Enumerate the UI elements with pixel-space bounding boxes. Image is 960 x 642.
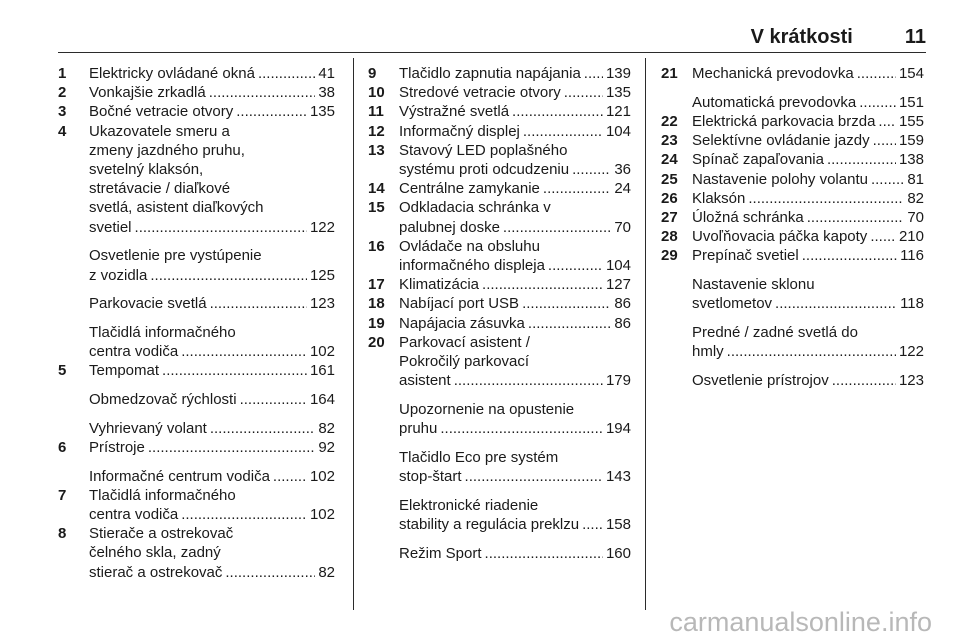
entry-number: 3 <box>58 103 67 121</box>
entry-number <box>58 419 89 438</box>
entry-number <box>368 544 399 563</box>
entry-page-link[interactable]: 155 <box>898 112 924 130</box>
dot-leader <box>857 64 896 83</box>
entry-text-line: stop-štart <box>399 468 462 486</box>
entry-text-line: hmly <box>692 343 724 361</box>
dot-leader <box>543 179 611 198</box>
entry-text-line: Upozornenie na opustenie <box>399 400 575 418</box>
entry-number <box>661 275 692 313</box>
entry-text-line: Informačné centrum vodiča <box>89 467 270 485</box>
dot-leader <box>827 150 896 169</box>
entry-text-line: Nastavenie polohy volantu <box>692 170 868 188</box>
entry-number: 10 <box>368 84 385 102</box>
index-entry[interactable] <box>661 112 924 131</box>
entry-page-link[interactable]: 123 <box>898 371 924 389</box>
entry-text-line: svetlá, asistent diaľkových <box>89 199 264 217</box>
entry-text-line: Pokročilý parkovací <box>399 353 530 371</box>
dot-leader <box>236 102 307 121</box>
entry-number: 2 <box>58 84 67 102</box>
entry-body <box>692 131 924 150</box>
entry-number <box>368 496 399 534</box>
entry-page-link[interactable]: 143 <box>605 468 631 486</box>
index-entry[interactable] <box>58 467 335 486</box>
index-entry[interactable] <box>661 170 924 189</box>
entry-page-link[interactable]: 118 <box>900 295 924 313</box>
entry-text-line: Elektricky ovládané okná <box>89 65 255 82</box>
entry-body <box>692 323 924 361</box>
entry-page-link[interactable]: 24 <box>614 180 631 198</box>
entry-number: 8 <box>58 525 67 543</box>
entry-text-line: centra vodiča <box>89 343 179 361</box>
entry-text-line: Osvetlenie pre vystúpenie <box>89 247 262 265</box>
entry-page-link[interactable]: 38 <box>318 84 335 102</box>
entry-body <box>692 64 924 83</box>
index-entry[interactable] <box>58 524 335 582</box>
entry-body <box>89 323 335 361</box>
dot-leader <box>832 371 896 390</box>
index-column-3 <box>661 64 924 390</box>
entry-text-line: Parkovacie svetlá <box>89 295 207 313</box>
index-column-2 <box>368 64 631 563</box>
index-entry[interactable] <box>58 361 335 380</box>
entry-text-line: Odkladacia schránka v <box>399 199 551 217</box>
index-entry[interactable] <box>368 544 631 563</box>
entry-page-link[interactable]: 36 <box>614 161 631 179</box>
entry-text-line: Napájacia zásuvka <box>399 314 525 332</box>
entry-text-line: Stierače a ostrekovač <box>89 525 234 543</box>
column-divider <box>645 58 646 610</box>
entry-page-link[interactable]: 102 <box>309 343 335 361</box>
entry-body <box>89 246 335 284</box>
entry-body <box>399 102 631 121</box>
entry-number: 11 <box>368 103 384 121</box>
entry-number: 12 <box>368 122 385 140</box>
index-entry[interactable] <box>368 122 631 141</box>
index-entry[interactable] <box>368 333 631 391</box>
column-divider <box>353 58 354 610</box>
entry-number: 4 <box>58 122 67 140</box>
entry-body <box>399 544 631 563</box>
entry-text-line: Tempomat <box>89 362 160 380</box>
dot-leader <box>523 122 603 141</box>
entry-body <box>399 141 631 179</box>
dot-leader <box>548 256 603 275</box>
entry-body <box>89 122 335 237</box>
index-entry[interactable] <box>368 496 631 534</box>
entry-page-link[interactable]: 194 <box>605 420 631 438</box>
index-entry[interactable] <box>661 150 924 169</box>
entry-number <box>368 448 399 486</box>
entry-body <box>692 371 924 390</box>
index-entry[interactable] <box>58 246 335 284</box>
entry-body <box>399 294 631 313</box>
entry-page-link[interactable]: 123 <box>309 295 335 313</box>
entry-number: 14 <box>368 180 385 198</box>
entry-page-link[interactable]: 102 <box>309 506 335 524</box>
entry-number <box>661 93 692 112</box>
index-entry[interactable] <box>58 294 335 313</box>
index-entry[interactable] <box>58 64 335 83</box>
entry-text-line: stretávacie / diaľkové <box>89 180 231 198</box>
entry-page-link[interactable]: 82 <box>318 419 335 437</box>
entry-page-link[interactable]: 138 <box>898 151 924 169</box>
entry-page-link[interactable]: 135 <box>605 84 631 102</box>
entry-text-line: Osvetlenie prístrojov <box>692 371 829 389</box>
entry-text-line: Prístroje <box>89 438 145 456</box>
entry-text-line: systému proti odcudzeniu <box>399 161 570 179</box>
entry-body <box>89 83 335 102</box>
dot-leader <box>273 467 307 486</box>
entry-text-line: Nabíjací port USB <box>399 295 520 313</box>
entry-body <box>399 496 631 534</box>
index-entry[interactable] <box>58 419 335 438</box>
entry-page-link[interactable]: 135 <box>309 103 335 121</box>
dot-leader <box>802 246 897 265</box>
entry-body <box>89 64 335 83</box>
index-entry[interactable] <box>661 227 924 246</box>
entry-number: 19 <box>368 314 385 332</box>
dot-leader <box>210 294 307 313</box>
dot-leader <box>181 342 307 361</box>
dot-leader <box>572 160 611 179</box>
entry-page-link[interactable]: 81 <box>907 170 924 188</box>
dot-leader <box>440 419 603 438</box>
entry-page-link[interactable]: 164 <box>309 391 335 409</box>
entry-page-link[interactable]: 125 <box>309 266 335 284</box>
section-title: V krátkosti <box>750 26 853 48</box>
entry-text-line: Klaksón <box>692 189 746 207</box>
entry-body <box>692 93 924 112</box>
page-header <box>58 26 926 53</box>
entry-page-link[interactable]: 159 <box>898 132 924 150</box>
entry-page-link[interactable]: 104 <box>605 122 631 140</box>
index-entry[interactable] <box>368 102 631 121</box>
entry-text-line: svetiel <box>89 218 132 236</box>
dot-leader <box>181 505 307 524</box>
index-entry[interactable] <box>368 83 631 102</box>
entry-number: 15 <box>368 199 385 217</box>
entry-page-link[interactable]: 70 <box>907 208 924 226</box>
entry-body <box>89 361 335 380</box>
entry-body <box>89 467 335 486</box>
index-entry[interactable] <box>661 93 924 112</box>
entry-number: 22 <box>661 112 678 130</box>
index-entry[interactable] <box>661 189 924 208</box>
entry-body <box>399 64 631 83</box>
entry-number: 20 <box>368 333 385 351</box>
dot-leader <box>870 227 896 246</box>
entry-page-link[interactable]: 116 <box>900 247 924 265</box>
dot-leader <box>512 102 603 121</box>
index-entry[interactable] <box>368 294 631 313</box>
index-entry[interactable] <box>368 64 631 83</box>
entry-text-line: Nastavenie sklonu <box>692 276 815 294</box>
entry-number: 6 <box>58 438 67 456</box>
entry-text-line: čelného skla, zadný <box>89 544 221 562</box>
entry-body <box>692 208 924 227</box>
index-entry[interactable] <box>661 64 924 83</box>
dot-leader <box>162 361 307 380</box>
entry-text-line: Ovládače na obsluhu <box>399 237 540 255</box>
entry-text-line: Tlačidlá informačného <box>89 486 236 504</box>
entry-number: 26 <box>661 189 678 207</box>
entry-page-link[interactable]: 41 <box>318 65 335 82</box>
dot-leader <box>454 371 603 390</box>
entry-body <box>399 83 631 102</box>
entry-body <box>399 198 631 236</box>
entry-text-line: Stredové vetracie otvory <box>399 84 561 102</box>
entry-body <box>692 227 924 246</box>
entry-number: 23 <box>661 132 678 150</box>
index-entry[interactable] <box>58 102 335 121</box>
dot-leader <box>873 131 896 150</box>
dot-leader <box>503 218 611 237</box>
dot-leader <box>727 342 896 361</box>
entry-body <box>692 246 924 265</box>
entry-number: 18 <box>368 295 385 313</box>
entry-body <box>692 275 924 313</box>
dot-leader <box>482 275 603 294</box>
entry-number <box>58 467 89 486</box>
entry-text-line: Elektronické riadenie <box>399 496 539 514</box>
entry-page-link[interactable]: 154 <box>898 65 924 82</box>
entry-page-link[interactable]: 122 <box>309 218 335 236</box>
entry-body <box>692 170 924 189</box>
entry-number <box>58 294 89 313</box>
entry-text-line: Vyhrievaný volant <box>89 419 207 437</box>
entry-text-line: Prepínač svetiel <box>692 247 799 265</box>
entry-text-line: Spínač zapaľovania <box>692 151 824 169</box>
entry-page-link[interactable]: 104 <box>605 257 631 275</box>
entry-body <box>89 390 335 409</box>
entry-text-line: pruhu <box>399 420 438 438</box>
entry-body <box>399 400 631 438</box>
entry-page-link[interactable]: 102 <box>309 467 335 485</box>
index-entry[interactable] <box>368 179 631 198</box>
entry-page-link[interactable]: 210 <box>898 228 924 246</box>
entry-text-line: Tlačidlá informačného <box>89 323 236 341</box>
dot-leader <box>258 64 315 83</box>
dot-leader <box>859 93 896 112</box>
entry-text-line: Úložná schránka <box>692 208 804 226</box>
entry-body <box>399 333 631 391</box>
entry-body <box>89 438 335 457</box>
dot-leader <box>871 170 904 189</box>
entry-text-line: svetlometov <box>692 295 773 313</box>
entry-text-line: svetelný klaksón, <box>89 161 204 179</box>
dot-leader <box>148 438 315 457</box>
index-entry[interactable] <box>368 275 631 294</box>
entry-body <box>399 237 631 275</box>
entry-number <box>58 390 89 409</box>
entry-text-line: Mechanická prevodovka <box>692 65 854 82</box>
entry-number <box>368 400 399 438</box>
entry-text-line: Vonkajšie zrkadlá <box>89 84 206 102</box>
entry-page-link[interactable]: 139 <box>605 65 631 82</box>
dot-leader <box>522 294 611 313</box>
index-entry[interactable] <box>368 237 631 275</box>
dot-leader <box>465 467 603 486</box>
index-entry[interactable] <box>661 131 924 150</box>
entry-text-line: centra vodiča <box>89 506 179 524</box>
dot-leader <box>210 419 315 438</box>
entry-number: 21 <box>661 65 678 82</box>
index-entry[interactable] <box>368 448 631 486</box>
entry-body <box>692 189 924 208</box>
entry-page-link[interactable]: 82 <box>907 189 924 207</box>
entry-text-line: stability a regulácia preklzu <box>399 515 580 533</box>
entry-number: 1 <box>58 65 67 82</box>
entry-page-link[interactable]: 82 <box>318 563 335 581</box>
entry-number: 5 <box>58 362 67 380</box>
index-entry[interactable] <box>661 323 924 361</box>
index-entry[interactable] <box>58 438 335 457</box>
entry-number <box>58 323 89 361</box>
entry-page-link[interactable]: 151 <box>898 93 924 111</box>
entry-page-link[interactable]: 161 <box>309 362 335 380</box>
entry-body <box>89 102 335 121</box>
entry-page-link[interactable]: 160 <box>605 544 631 562</box>
index-column-1 <box>58 64 335 582</box>
entry-text-line: Ukazovatele smeru a <box>89 122 230 140</box>
entry-text-line: Informačný displej <box>399 122 520 140</box>
dot-leader <box>564 83 603 102</box>
entry-text-line: z vozidla <box>89 266 148 284</box>
dot-leader <box>225 563 315 582</box>
entry-body <box>89 486 335 524</box>
entry-body <box>399 122 631 141</box>
index-entry[interactable] <box>661 371 924 390</box>
entry-page-link[interactable]: 122 <box>898 343 924 361</box>
entry-text-line: palubnej doske <box>399 218 500 236</box>
entry-text-line: informačného displeja <box>399 257 545 275</box>
entry-text-line: Bočné vetracie otvory <box>89 103 234 121</box>
entry-text-line: asistent <box>399 372 451 390</box>
dot-leader <box>582 515 603 534</box>
dot-leader <box>209 83 316 102</box>
entry-page-link[interactable]: 127 <box>605 276 631 294</box>
entry-text-line: Klimatizácia <box>399 276 480 294</box>
entry-number <box>661 371 692 390</box>
entry-number: 27 <box>661 208 678 226</box>
page-number: 11 <box>904 26 926 48</box>
dot-leader <box>135 218 307 237</box>
index-entry[interactable] <box>58 390 335 409</box>
entry-text-line: Automatická prevodovka <box>692 93 857 111</box>
entry-text-line: Uvoľňovacia páčka kapoty <box>692 228 868 246</box>
dot-leader <box>240 390 307 409</box>
entry-number: 28 <box>661 228 678 246</box>
index-entry[interactable] <box>58 122 335 237</box>
index-entry[interactable] <box>368 400 631 438</box>
entry-page-link[interactable]: 158 <box>605 515 631 533</box>
dot-leader <box>528 314 611 333</box>
entry-page-link[interactable]: 86 <box>614 295 631 313</box>
entry-body <box>399 179 631 198</box>
entry-number <box>58 246 89 284</box>
entry-text-line: Tlačidlo zapnutia napájania <box>399 65 581 82</box>
entry-body <box>399 275 631 294</box>
index-entry[interactable] <box>368 314 631 333</box>
entry-text-line: Predné / zadné svetlá do <box>692 323 858 341</box>
entry-number: 13 <box>368 141 385 159</box>
entry-text-line: Stavový LED poplašného <box>399 141 568 159</box>
entry-number: 9 <box>368 65 377 82</box>
entry-body <box>89 524 335 582</box>
entry-text-line: Centrálne zamykanie <box>399 180 540 198</box>
index-entry[interactable] <box>368 141 631 179</box>
entry-text-line: Obmedzovač rýchlosti <box>89 391 237 409</box>
entry-text-line: Výstražné svetlá <box>399 103 510 121</box>
entry-text-line: Režim Sport <box>399 544 482 562</box>
entry-body <box>89 294 335 313</box>
entry-body <box>692 150 924 169</box>
entry-text-line: Elektrická parkovacia brzda <box>692 112 876 130</box>
dot-leader <box>775 294 897 313</box>
entry-number: 17 <box>368 276 385 294</box>
watermark: carmanualsonline.info <box>669 607 932 637</box>
dot-leader <box>485 544 603 563</box>
dot-leader <box>807 208 905 227</box>
index-entry[interactable] <box>661 208 924 227</box>
index-entry[interactable] <box>661 275 924 313</box>
entry-body <box>399 448 631 486</box>
dot-leader <box>150 266 307 285</box>
dot-leader <box>878 112 896 131</box>
index-entry[interactable] <box>368 198 631 236</box>
entry-page-link[interactable]: 179 <box>605 372 631 390</box>
entry-text-line: Tlačidlo Eco pre systém <box>399 448 559 466</box>
entry-body <box>399 314 631 333</box>
index-entry[interactable] <box>58 83 335 102</box>
entry-text-line: zmeny jazdného pruhu, <box>89 141 245 159</box>
entry-number: 25 <box>661 170 678 188</box>
entry-number: 29 <box>661 247 678 265</box>
entry-text-line: stierač a ostrekovač <box>89 563 223 581</box>
entry-number: 7 <box>58 486 67 504</box>
entry-page-link[interactable]: 70 <box>614 218 631 236</box>
entry-body <box>692 112 924 131</box>
entry-page-link[interactable]: 92 <box>318 438 335 456</box>
entry-number <box>661 323 692 361</box>
dot-leader <box>584 64 603 83</box>
entry-page-link[interactable]: 121 <box>605 103 631 121</box>
entry-text-line: Parkovací asistent / <box>399 333 530 351</box>
entry-body <box>89 419 335 438</box>
index-entry[interactable] <box>58 323 335 361</box>
dot-leader <box>748 189 904 208</box>
entry-number: 16 <box>368 237 385 255</box>
entry-text-line: Selektívne ovládanie jazdy <box>692 132 870 150</box>
entry-number: 24 <box>661 151 678 169</box>
index-entry[interactable] <box>661 246 924 265</box>
index-entry[interactable] <box>58 486 335 524</box>
entry-page-link[interactable]: 86 <box>614 314 631 332</box>
